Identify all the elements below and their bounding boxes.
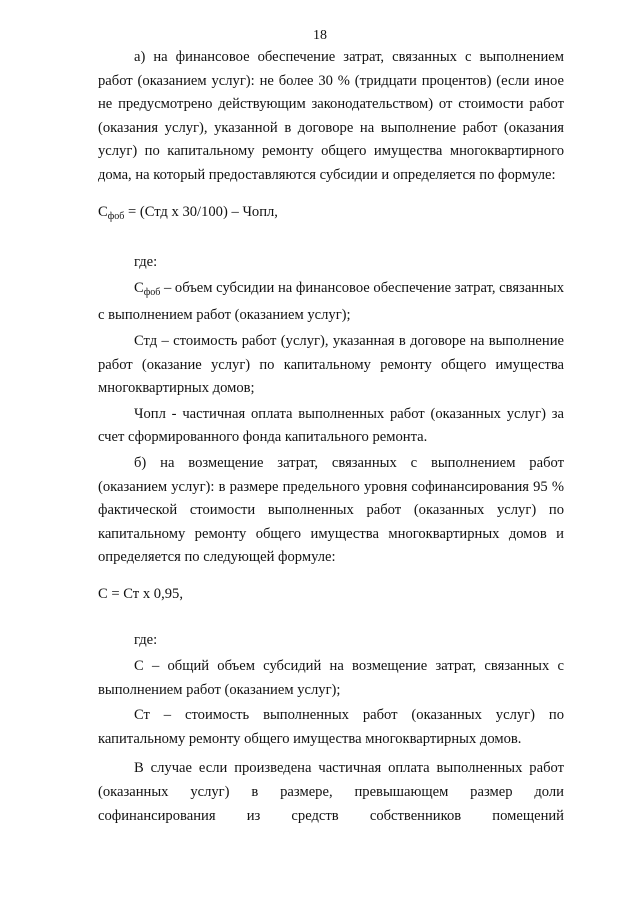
definition-cfob-term: С — [134, 279, 144, 296]
definition-cfob — [98, 277, 564, 328]
definition-ct: Ст – стоимость выполненных работ (оказанных услуг) по капитальному ремонту общего имущества многоквартирных домов. — [98, 707, 564, 747]
formula-cfob-rhs: = (Стд х 30/100) – Чопл, — [124, 203, 278, 220]
formula-cfob-lhs-sub: фоб — [107, 210, 125, 222]
document-body — [98, 46, 564, 828]
definition-c: С – общий объем субсидий на возмещение затрат, связанных с выполнением работ (оказанием услуг); — [98, 658, 564, 698]
formula-cfob — [98, 201, 564, 229]
paragraph-a: а) на финансовое обеспечение затрат, связанных с выполнением работ (оказанием услуг): не более 30 % (тридцати процентов) (если иное не предусмотрено действующим законодательством) от стоимости работ (оказания услуг), указанной в договоре на выполнение работ (оказания услуг) по капитальному ремонту общего имущества многоквартирного дома, на который предоставляются субсидии и определяется по формуле: — [98, 49, 564, 183]
page-number: 18 — [313, 28, 327, 43]
definition-chopl: Чопл - частичная оплата выполненных работ (оказанных услуг) за счет сформированного фонда капитального ремонта. — [98, 405, 564, 446]
definition-ctd: Стд – стоимость работ (услуг), указанная в договоре на выполнение работ (оказание услуг) по капитальному ремонту общего имущества многоквартирных домов; — [98, 332, 564, 397]
where-label-2: где: — [134, 632, 158, 649]
where-label-1: где: — [134, 254, 158, 271]
paragraph-last: В случае если произведена частичная оплата выполненных работ (оказанных услуг) в размере, превышающем размер доли софинансирования из средств собственников помещений — [98, 760, 564, 824]
paragraph-b: б) на возмещение затрат, связанных с выполнением работ (оказанием услуг): в размере предельного уровня софинансирования 95 % фактической стоимости выполненных работ (оказанных услуг) по капитальному ремонту общего имущества многоквартирных домов и определяется по следующей формуле: — [98, 454, 564, 566]
formula-c: С = Ст х 0,95, — [98, 585, 183, 602]
definition-cfob-term-sub: фоб — [143, 286, 161, 298]
formula-cfob-lhs: С — [98, 203, 108, 220]
definition-cfob-text: – объем субсидии на финансовое обеспечение затрат, связанных с выполнением работ (оказанием услуг); — [98, 279, 565, 324]
